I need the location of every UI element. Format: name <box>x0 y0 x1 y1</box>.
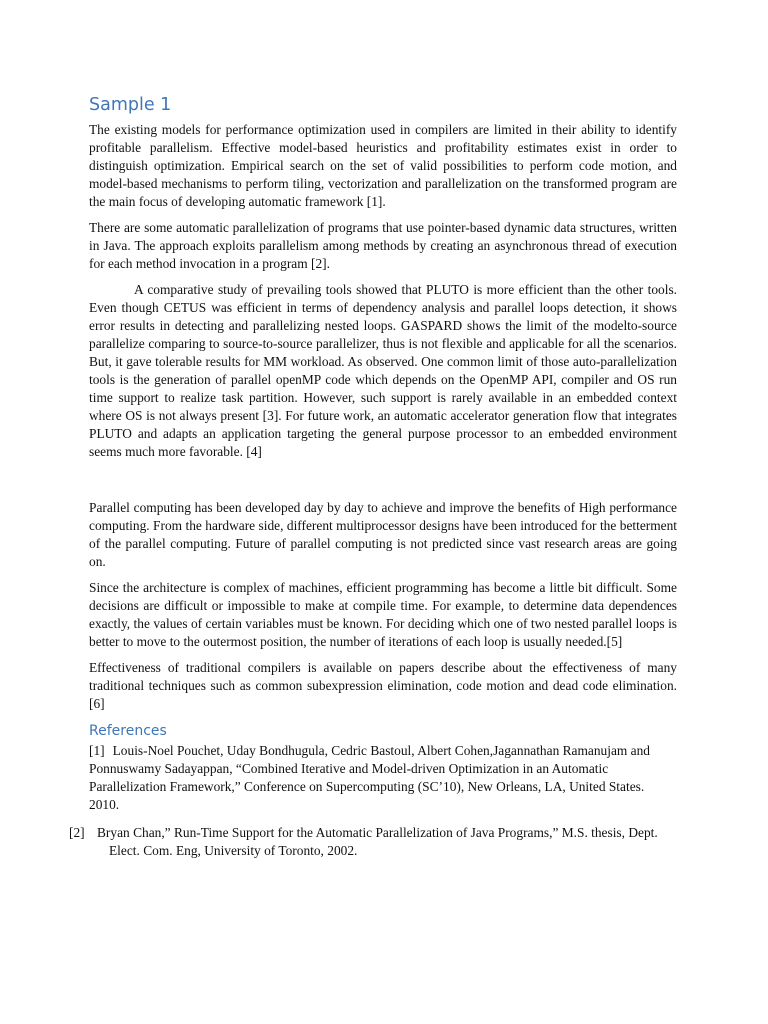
reference-item-2: [2] Bryan Chan,” Run-Time Support for the Automatic Parallelization of Java Programs,” M.S. thesis, Dept. Elect. Com. Eng, University of Toronto, 2002. <box>69 825 658 858</box>
reference-text: Bryan Chan,” Run-Time Support for the Automatic Parallelization of Java Programs,” M.S. thesis, Dept. Elect. Com. Eng, University of Toronto, 2002. <box>97 825 658 858</box>
reference-item-1 <box>89 742 677 814</box>
paragraph-6: Effectiveness of traditional compilers is available on papers describe about the effectiveness of many traditional techniques such as common subexpression elimination, code motion and dead code elimination.[6] <box>89 660 677 711</box>
blank-space <box>89 469 677 499</box>
document-body <box>69 92 677 870</box>
references-heading: References <box>89 723 167 739</box>
section-title: Sample 1 <box>89 95 172 115</box>
paragraph-1: The existing models for performance optimization used in compilers are limited in their ability to identify profitable parallelism. Effective model-based heuristics and profitability estimates exist in order to distinguish optimization. Empirical search on the set of valid possibilities to perform code motion, and model-based mechanisms to perform tiling, vectorization and parallelization on the transformed program are the main focus of developing automatic framework [1]. <box>89 122 677 209</box>
paragraph-5: Since the architecture is complex of machines, efficient programming has become a little bit difficult. Some decisions are difficult or impossible to make at compile time. For example, to determine data dependences exactly, the values of certain variables must be known. For deciding which one of two nested parallel loops is better to move to the outermost position, the number of iterations of each loop is usually needed.[5] <box>89 580 677 649</box>
reference-text: Louis-Noel Pouchet, Uday Bondhugula, Cedric Bastoul, Albert Cohen,Jagannathan Ramanujam and Ponnuswamy Sadayappan, “Combined Iterative and Model-driven Optimization in an Automatic Parallelization Framework,” Conference on Supercomputing (SC’10), New Orleans, LA, United States. 2010. <box>89 743 651 812</box>
reference-number: [1] <box>89 743 105 758</box>
references-list <box>69 742 677 860</box>
paragraph-2: There are some automatic parallelization of programs that use pointer-based dynamic data structures, written in Java. The approach exploits parallelism among methods by creating an asynchronous thread of execution for each method invocation in a program [2]. <box>89 220 677 271</box>
paragraph-4: Parallel computing has been developed day by day to achieve and improve the benefits of High performance computing. From the hardware side, different multiprocessor designs have been introduced for the betterment of the parallel computing. Future of parallel computing is not predicted since vast research areas are going on. <box>89 500 677 569</box>
paragraph-3: A comparative study of prevailing tools showed that PLUTO is more efficient than the other tools. Even though CETUS was efficient in terms of dependency analysis and parallel loops detection, it shows error results in detecting and parallelizing nested loops. GASPARD shows the limit of the modelto-source parallelize comparing to source-to-source parallelizer, thus is not flexible and applicable for all the scenarios. But, it gave tolerable results for MM workload. As observed. One common limit of those auto-parallelization tools is the generation of parallel openMP code which depends on the OpenMP API, compiler and OS run time support to realize task partition. However, such support is rarely available in an embedded context where OS is not always present [3]. For future work, an automatic accelerator generation flow that integrates PLUTO and adapts an application targeting the general purpose processor to an embedded environment seems much more favorable. [4] <box>89 282 677 459</box>
